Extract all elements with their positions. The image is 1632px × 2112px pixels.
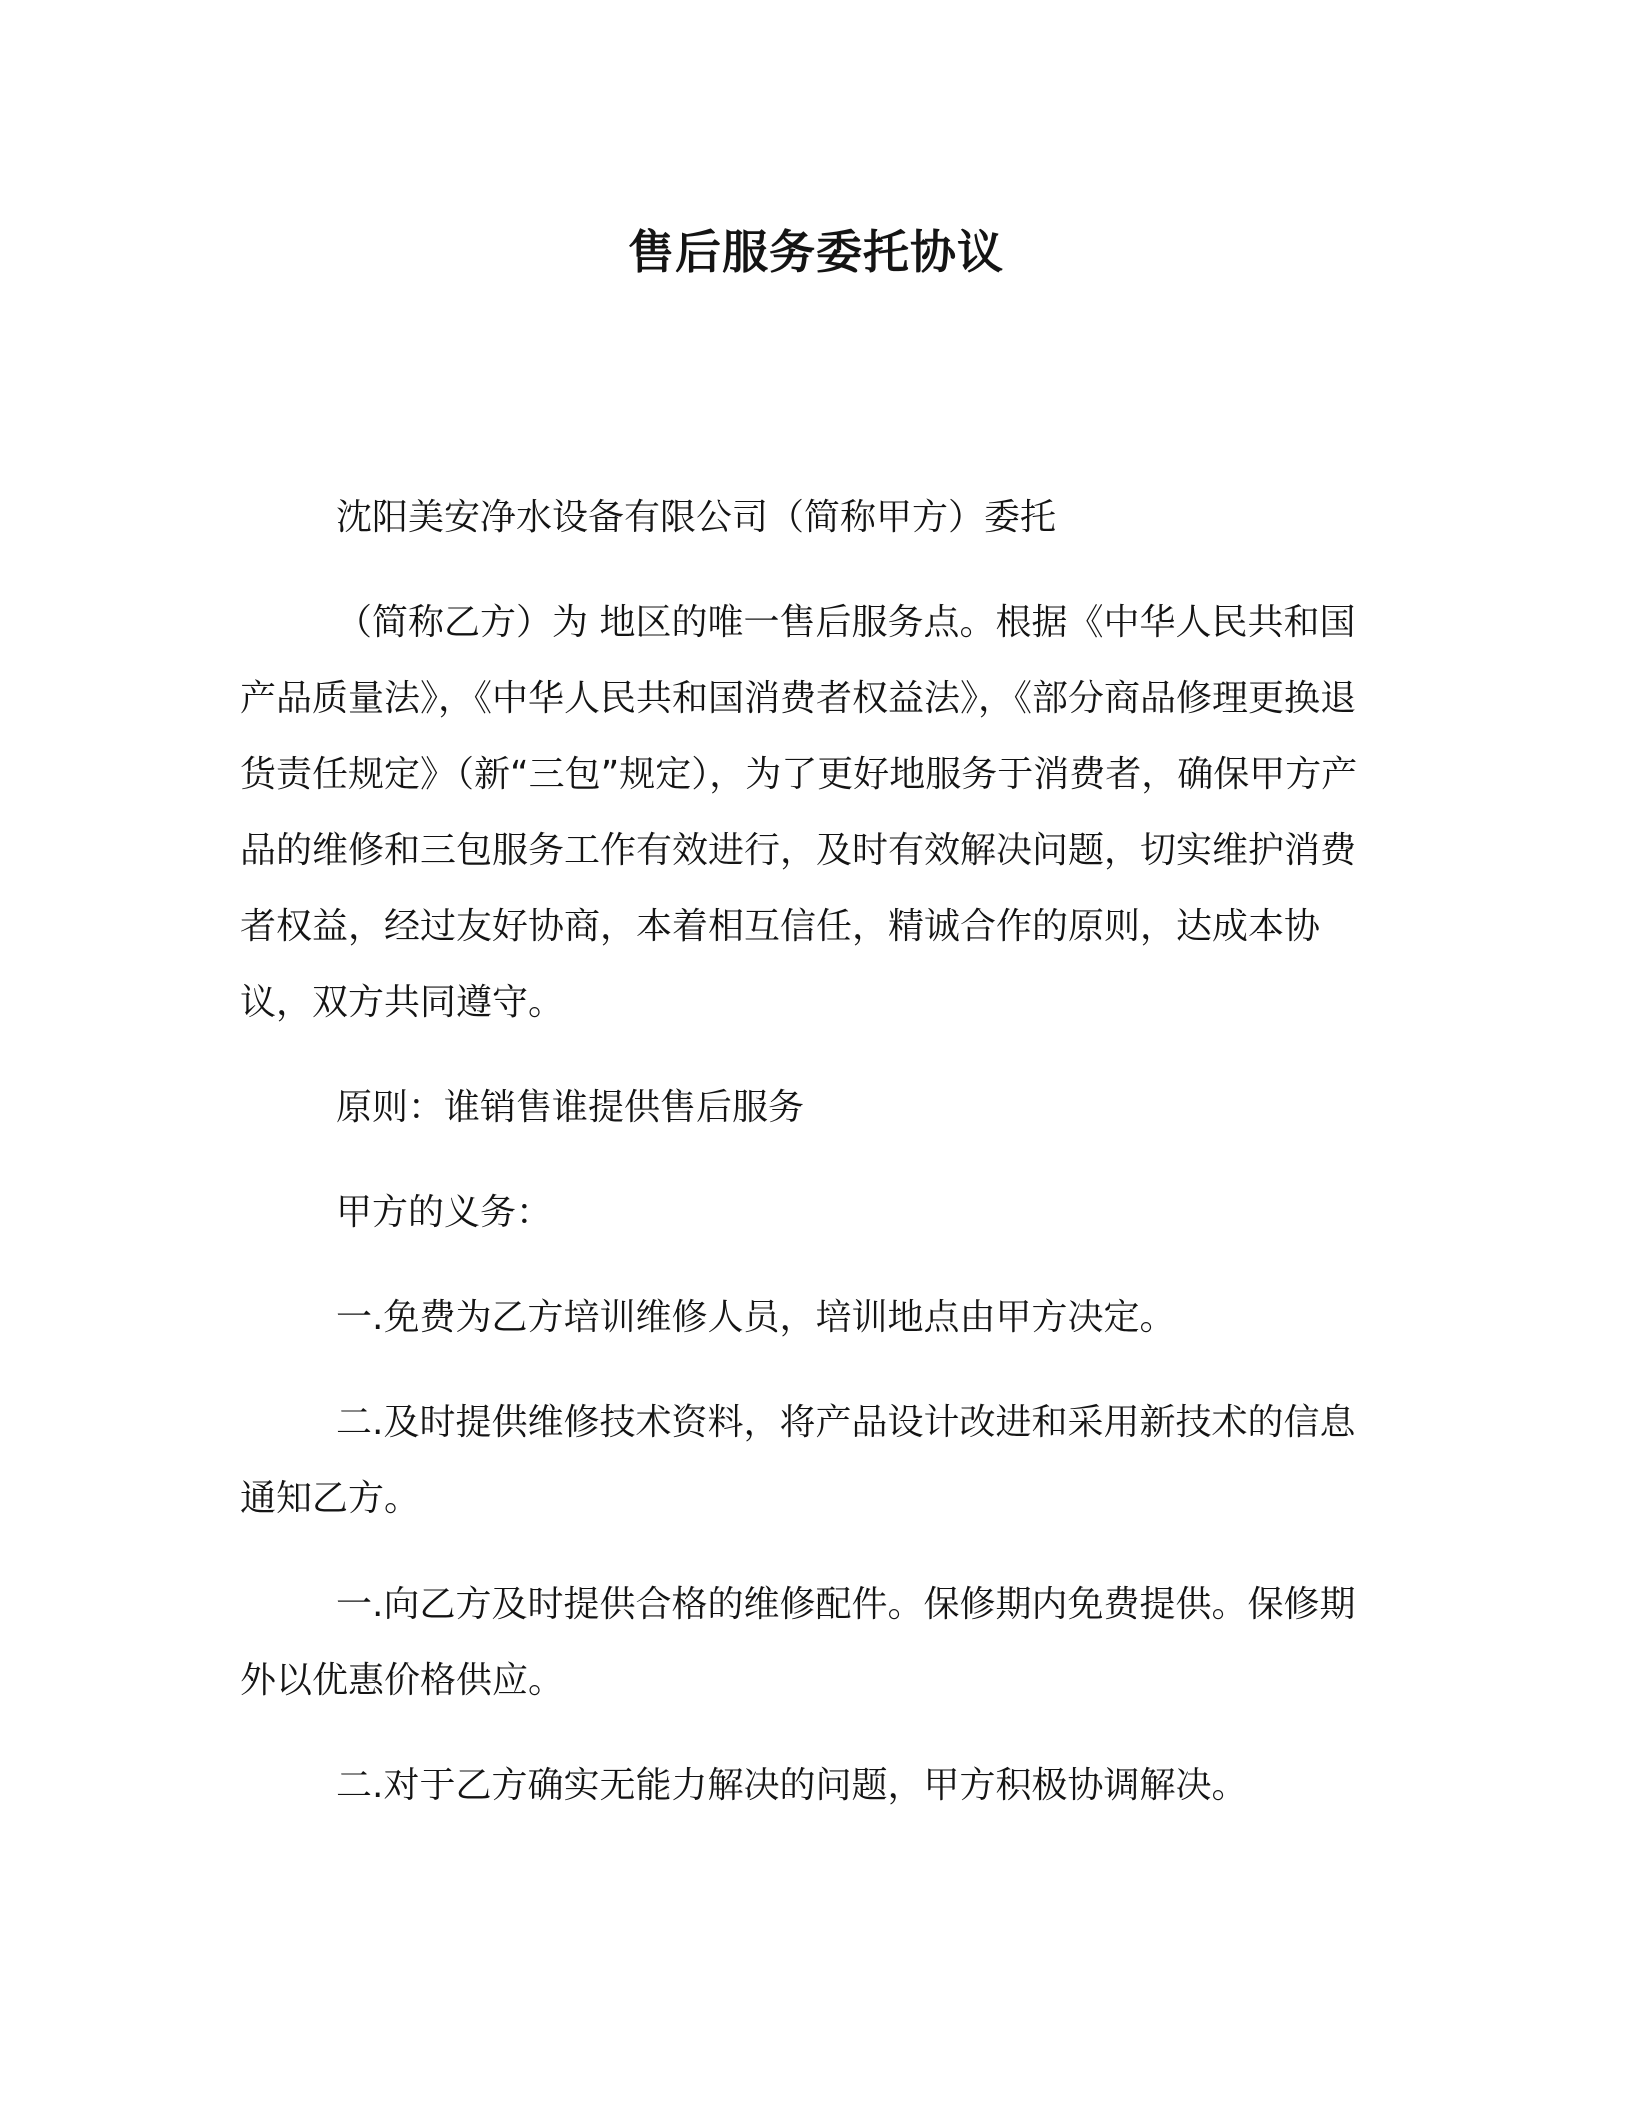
document-title: 售后服务委托协议 xyxy=(628,225,1004,279)
principle-line: 原则：谁销售谁提供售后服务 xyxy=(336,1087,805,1128)
duty-item-coordination: 二.对于乙方确实无能力解决的问题，甲方积极协调解决。 xyxy=(336,1765,1248,1806)
party-a-duties-heading: 甲方的义务： xyxy=(336,1192,553,1233)
duty-item-tech-docs: 二.及时提供维修技术资料，将产品设计改进和采用新技术的信息通知乙方。 xyxy=(240,1402,1356,1519)
intro-paragraph: （简称乙方）为 地区的唯一售后服务点。根据《中华人民共和国产品质量法》，《中华人民共和国消费者权益法》，《部分商品修理更换退货责任规定》（新“三包”规定），为了更好地服务于消费者，确保甲方产品的维修和三包服务工作有效进行，及时有效解决问题，切实维护消费者权益，经过友好协商，本着相互信任，精诚合作的原则，达成本协议，双方共同遵守。 xyxy=(240,602,1358,1023)
duty-item-spare-parts: 一.向乙方及时提供合格的维修配件。保修期内免费提供。保修期外以优惠价格供应。 xyxy=(240,1584,1356,1701)
intro-delegation-line: 沈阳美安净水设备有限公司（简称甲方）委托 xyxy=(336,497,1057,538)
duty-item-training: 一.免费为乙方培训维修人员，培训地点由甲方决定。 xyxy=(336,1297,1176,1338)
